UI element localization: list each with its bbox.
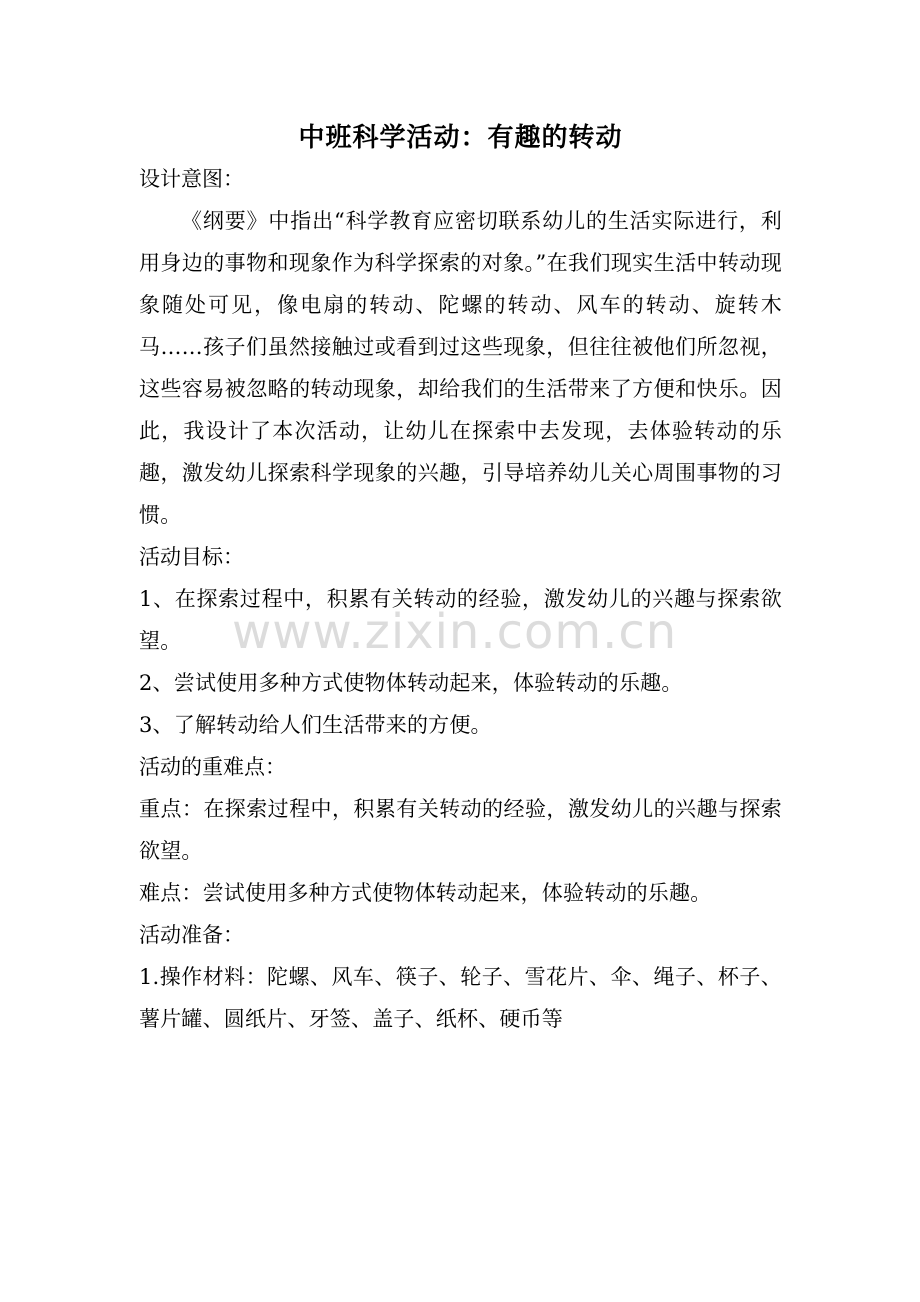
goal-item-1: 1、在探索过程中，积累有关转动的经验，激发幼儿的兴趣与探索欲望。 <box>139 587 782 653</box>
design-intent-paragraph: 《纲要》中指出“科学教育应密切联系幼儿的生活实际进行，利用身边的事物和现象作为科学探索的对象。”在我们现实生活中转动现象随处可见，像电扇的转动、陀螺的转动、风车的转动、旋转木马……孩子们虽然接触过或看到过这些现象，但往往被他们所忽视，这些容易被忽略的转动现象，却给我们的生活带来了方便和快乐。因此，我设计了本次活动，让幼儿在探索中去发现，去体验转动的乐趣，激发幼儿探索科学现象的兴趣，引导培养幼儿关心周围事物的习惯。 <box>139 209 782 527</box>
difficult-point-item: 难点：尝试使用多种方式使物体转动起来，体验转动的乐趣。 <box>139 881 712 905</box>
activity-goals-heading: 活动目标： <box>139 545 244 569</box>
preparation-item-1: 1.操作材料：陀螺、风车、筷子、轮子、雪花片、伞、绳子、杯子、薯片罐、圆纸片、牙签、盖子、纸杯、硬币等 <box>139 965 782 1031</box>
goal-item-2: 2、尝试使用多种方式使物体转动起来，体验转动的乐趣。 <box>139 671 683 695</box>
goal-item-3: 3、了解转动给人们生活带来的方便。 <box>139 713 492 737</box>
document-content <box>139 118 782 1040</box>
document-title: 中班科学活动：有趣的转动 <box>298 123 623 153</box>
key-point-item: 重点：在探索过程中，积累有关转动的经验，激发幼儿的兴趣与探索欲望。 <box>139 797 782 863</box>
watermark: www.zixin.com.cn <box>232 604 678 660</box>
design-intent-heading: 设计意图： <box>139 167 244 191</box>
activity-preparation-heading: 活动准备： <box>139 923 244 947</box>
key-difficult-points-heading: 活动的重难点： <box>139 755 286 779</box>
